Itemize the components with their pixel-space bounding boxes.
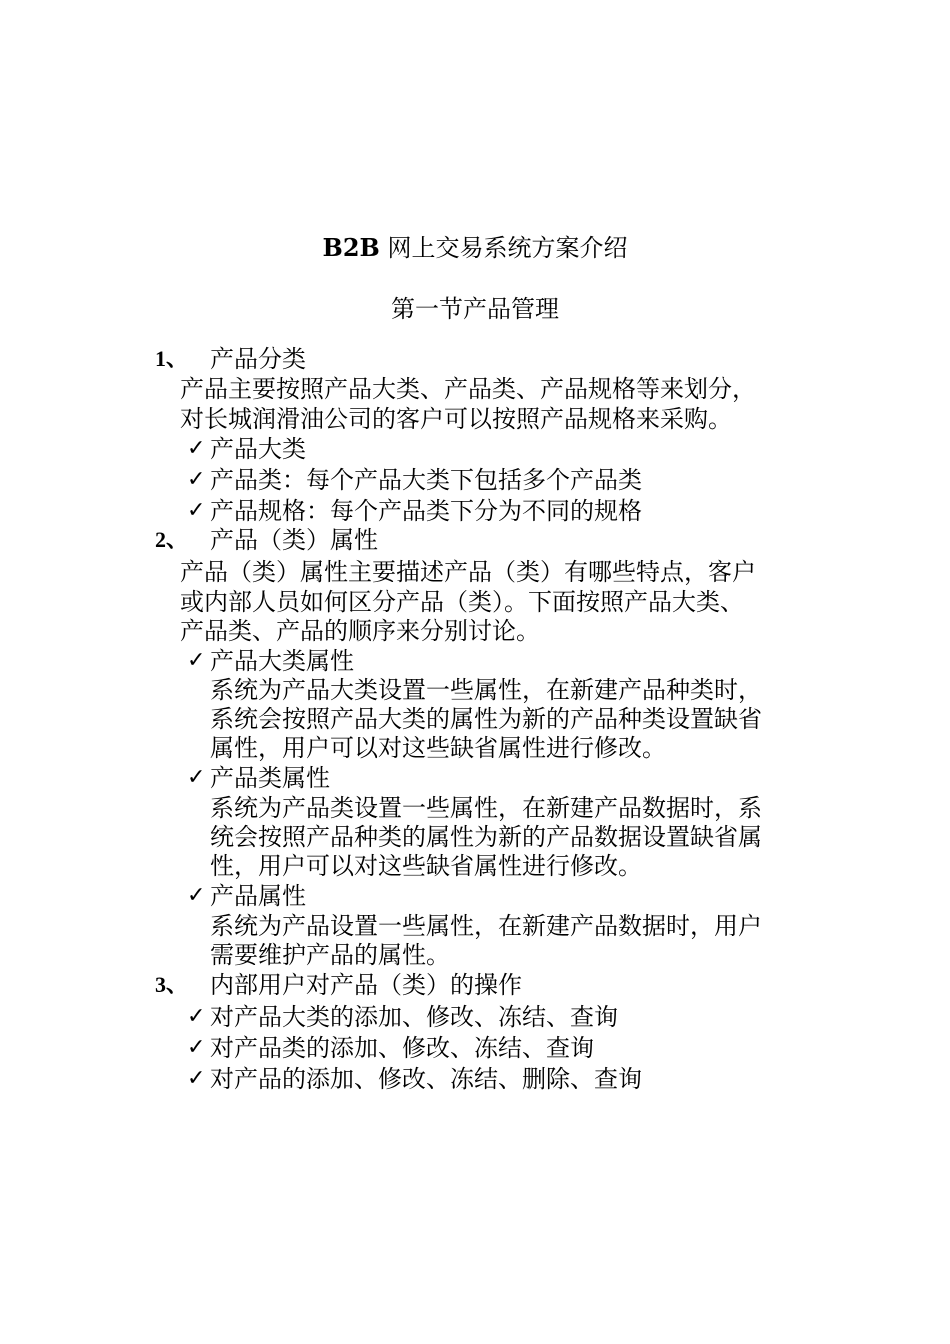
checkmark-icon: ✓ [187,765,206,790]
section-intro-line: 或内部人员如何区分产品（类）。下面按照产品大类、 [180,588,744,616]
checkmark-icon: ✓ [187,1066,206,1091]
list-item: 对产品大类的添加、修改、冻结、查询 [210,1003,618,1031]
section-number: 3、 [155,972,189,997]
list-item-desc: 需要维护产品的属性。 [210,941,450,969]
checkmark-icon: ✓ [187,498,206,523]
list-item-desc: 系统为产品设置一些属性，在新建产品数据时，用户 [210,912,762,940]
section-heading: 产品分类 [210,345,306,373]
list-item: 产品规格：每个产品类下分为不同的规格 [210,497,642,525]
section-number: 1、 [155,346,189,371]
list-item: 产品类：每个产品大类下包括多个产品类 [210,466,642,494]
list-item-desc: 系统为产品类设置一些属性，在新建产品数据时，系 [210,794,762,822]
list-item: 产品大类属性 [210,647,354,675]
checkmark-icon: ✓ [187,648,206,673]
list-item-desc: 统会按照产品种类的属性为新的产品数据设置缺省属 [210,823,762,851]
list-item-desc: 系统为产品大类设置一些属性，在新建产品种类时， [210,676,762,704]
checkmark-icon: ✓ [187,467,206,492]
checkmark-icon: ✓ [187,883,206,908]
checkmark-icon: ✓ [187,436,206,461]
list-item-desc: 性，用户可以对这些缺省属性进行修改。 [210,852,642,880]
list-item: 对产品类的添加、修改、冻结、查询 [210,1034,594,1062]
section-intro-line: 对长城润滑油公司的客户可以按照产品规格来采购。 [180,405,732,433]
list-item: 对产品的添加、修改、冻结、删除、查询 [210,1065,642,1093]
document-title [0,233,950,263]
section-heading: 内部用户对产品（类）的操作 [210,971,522,999]
section-number: 2、 [155,527,189,552]
checkmark-icon: ✓ [187,1004,206,1029]
section-intro-line: 产品类、产品的顺序来分别讨论。 [180,617,540,645]
section-title: 第一节产品管理 [391,295,559,323]
document-title-prefix: B2B [322,233,380,262]
section-intro-line: 产品主要按照产品大类、产品类、产品规格等来划分， [180,375,756,403]
list-item: 产品属性 [210,882,306,910]
section-heading: 产品（类）属性 [210,526,378,554]
list-item: 产品类属性 [210,764,330,792]
section-intro-line: 产品（类）属性主要描述产品（类）有哪些特点，客户 [180,558,756,586]
checkmark-icon: ✓ [187,1035,206,1060]
list-item-desc: 属性，用户可以对这些缺省属性进行修改。 [210,734,666,762]
list-item-desc: 系统会按照产品大类的属性为新的产品种类设置缺省 [210,705,762,733]
list-item: 产品大类 [210,435,306,463]
document-title-text: 网上交易系统方案介绍 [379,234,628,262]
